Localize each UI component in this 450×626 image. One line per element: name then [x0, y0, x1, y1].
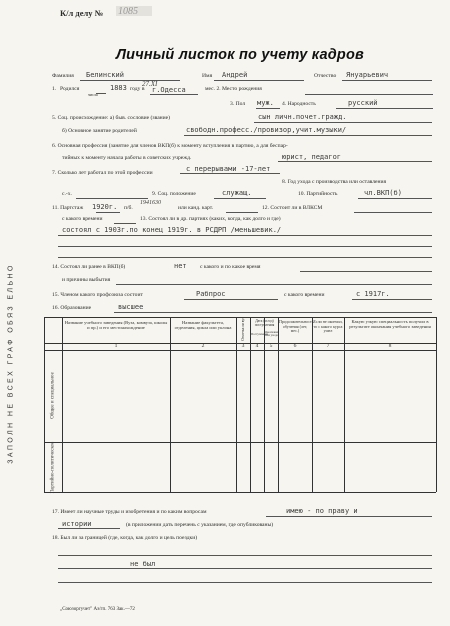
col-header-mark: Отметка ли вуз: [241, 317, 245, 341]
q18-label: 18. Был ли за границей (где, когда, как долго и цель поездки): [52, 535, 198, 541]
sex-value: муж.: [257, 99, 274, 107]
file-ref-label: К/л делу №: [60, 8, 104, 18]
q1-num: 1.: [52, 86, 57, 92]
q9-value: служащ.: [222, 189, 252, 197]
birth-date: 27.XI: [142, 80, 158, 88]
q5a-value: сын личн.почет.гражд.: [258, 113, 347, 121]
q10-value: чл.ВКП(б): [364, 189, 402, 197]
col-header-institution: Название учебного заведения (Вуза, комвуза, школы и пр.) и его местонахождение: [64, 320, 168, 331]
q14-since: с какого и по какое время: [200, 264, 261, 270]
q5b-value: свободн.професс./провизор,учит.музыки/: [186, 126, 347, 134]
form-title: Личный листок по учету кадров: [116, 47, 364, 63]
col-num-2: 2: [201, 343, 205, 349]
since-label: с какого времени: [62, 216, 103, 222]
name-label: Имя: [202, 73, 213, 79]
row-label-political: Партийно-политическое: [50, 441, 56, 494]
q15-label: 15. Членом какого профсоюза состоит: [52, 292, 143, 298]
col-header-faculty: Название факультета, отделения, цикла или уклона: [174, 320, 232, 331]
col-header-dropout: Если не окончил, то с какого курса ушел: [313, 319, 343, 334]
nationality-label: 4. Народность: [282, 101, 316, 107]
sex-label: 3. Пол: [230, 101, 246, 107]
q5a-label: 5. Соц. происхождение: а) быв. сословие (звание): [52, 115, 171, 121]
col-num-1: 1: [114, 343, 118, 349]
card-label: или канд. карт.: [178, 205, 214, 211]
q7-label: 7. Сколько лет работал по этой профессии: [52, 170, 153, 176]
q17-value-1: имею - по праву и: [286, 507, 358, 515]
day-hint: числа: [88, 92, 98, 97]
q15-since: с какого времени: [284, 292, 325, 298]
month-label: мес. 2. Место рождения: [205, 86, 262, 92]
q7-label-2: с.-х.: [62, 191, 72, 197]
col-num-8: 8: [388, 343, 392, 349]
q14-reasons: и причины выбытия: [62, 277, 111, 283]
side-notice: ЗАПОЛН НЕ ВСЕХ ГРАФ ОБЯЗ ЕЛЬНО: [7, 263, 15, 464]
col-num-7: 7: [326, 343, 330, 349]
q6-value-1: юрист, педагог: [282, 153, 342, 161]
q6-value-2: с перерывами -17-лет: [186, 165, 271, 173]
q5b-label: б) Основное занятие родителей: [62, 128, 137, 134]
born-label: Родился: [60, 86, 80, 92]
q17-value-2: истории: [62, 520, 92, 528]
q9-label: 9. Соц. положение: [152, 191, 196, 197]
q14-value: нет: [174, 262, 187, 270]
q17-label: 17. Имеет ли научные труды и изобретения и по каким вопросам: [52, 509, 207, 515]
q12-label: 12. Состоит ли в ВЛКСМ: [262, 205, 323, 211]
q8-label: 8. Год ухода с производства или оставления: [282, 179, 387, 185]
q13-label: 13. Состоял ли в др. партиях (каких, когда, как долго и где): [140, 216, 281, 222]
q16-value: высшее: [118, 303, 144, 311]
col-header-duration: Продолжительность обучения (лет, мес.): [279, 319, 314, 334]
q11-label: 11. Партстаж: [52, 205, 84, 211]
patronymic-label: Отчество: [314, 73, 337, 79]
col-num-5: 5: [269, 343, 273, 349]
q6-label-1: 6. Основная профессия (занятие для членов ВКП(б) к моменту вступления в партию, а для беспар-: [52, 143, 288, 149]
ticket-number: 1941630: [140, 200, 161, 206]
col-num-4: 4: [255, 343, 259, 349]
birth-place: г.Одесса: [152, 86, 186, 94]
col-subheader-end: Окончания или ухода: [265, 330, 280, 338]
q14-label: 14. Состоял ли ранее в ВКП(б): [52, 264, 126, 270]
q17-note: (в приложении дать перечень с указанием, где опубликованы): [126, 522, 274, 528]
q15-value: Рабпрос: [196, 290, 226, 298]
footer-print-info: „Союзоргучет" Аз/гп. 763 Зак.—72: [60, 607, 135, 612]
row-label-general: Общее и специальное: [50, 372, 56, 419]
birth-year: 1883: [110, 84, 127, 92]
name-value: Андрей: [222, 71, 248, 79]
col-header-speciality: Какую узкую специальность получил в результате окончания учебного заведения: [349, 319, 431, 330]
q15-since-value: с 1917г.: [356, 290, 390, 298]
surname-value: Белинский: [86, 71, 124, 79]
q10-label: 10. Партийность: [298, 191, 338, 197]
nationality-value: русский: [348, 99, 378, 107]
q18-value: не был: [130, 560, 156, 568]
ticket-label: п/б.: [124, 205, 133, 211]
q13-value: состоял с 1903г.по конец 1919г. в РСДРП /меньшевик./: [62, 226, 282, 234]
q11-value: 1920г.: [92, 203, 118, 211]
patronymic-value: Януарьевич: [346, 71, 389, 79]
col-num-3: 3: [241, 343, 245, 349]
q16-label: 16. Образование: [52, 305, 92, 311]
q6-label-2: тийных к моменту начала работы в советских учрежд.: [62, 155, 192, 161]
year-label: году в: [130, 86, 145, 92]
file-ref-number: 1085: [118, 6, 138, 17]
col-num-6: 6: [293, 343, 297, 349]
surname-label: Фамилия: [52, 73, 74, 79]
col-header-date: Дата (м.год) поступления: [254, 319, 275, 327]
col-subheader-start: Поступления: [251, 332, 268, 336]
